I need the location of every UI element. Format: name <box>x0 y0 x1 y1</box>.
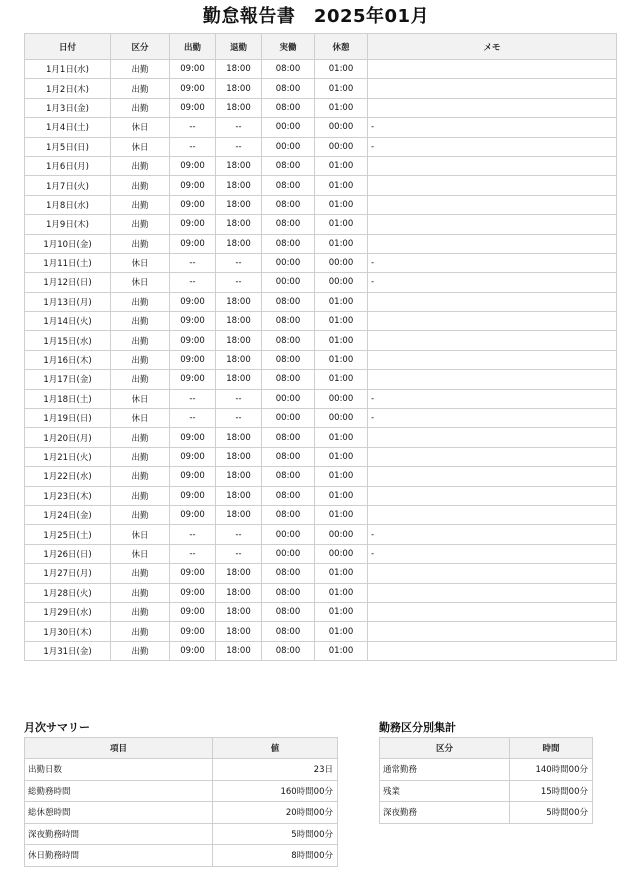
type-cell: 休日 <box>111 409 170 428</box>
date-cell: 1月20日(月) <box>25 428 111 447</box>
break-cell: 01:00 <box>315 234 368 253</box>
date-cell: 1月22日(水) <box>25 467 111 486</box>
monthly-summary-title: 月次サマリー <box>24 721 90 734</box>
clock-out-cell: -- <box>216 389 262 408</box>
clock-out-cell: -- <box>216 544 262 563</box>
category-row <box>380 759 593 781</box>
work-hours-cell: 08:00 <box>262 622 315 641</box>
memo-cell: - <box>368 409 617 428</box>
type-cell: 出勤 <box>111 215 170 234</box>
attendance-row <box>25 253 617 272</box>
break-cell: 00:00 <box>315 525 368 544</box>
date-cell: 1月29日(水) <box>25 602 111 621</box>
clock-out-cell: 18:00 <box>216 447 262 466</box>
attendance-row <box>25 544 617 563</box>
work-hours-cell: 08:00 <box>262 234 315 253</box>
date-cell: 1月9日(木) <box>25 215 111 234</box>
date-cell: 1月17日(金) <box>25 370 111 389</box>
clock-in-cell: 09:00 <box>170 60 216 79</box>
break-cell: 00:00 <box>315 118 368 137</box>
work-hours-cell: 08:00 <box>262 641 315 660</box>
clock-out-cell: 18:00 <box>216 98 262 117</box>
attendance-row <box>25 156 617 175</box>
date-cell: 1月11日(土) <box>25 253 111 272</box>
memo-cell <box>368 486 617 505</box>
category-type-cell: 残業 <box>380 780 510 802</box>
date-cell: 1月8日(水) <box>25 195 111 214</box>
date-cell: 1月7日(火) <box>25 176 111 195</box>
type-cell: 休日 <box>111 544 170 563</box>
clock-in-cell: 09:00 <box>170 622 216 641</box>
summary-item-cell: 総休憩時間 <box>25 802 213 824</box>
date-cell: 1月14日(火) <box>25 312 111 331</box>
type-cell: 出勤 <box>111 486 170 505</box>
clock-out-cell: 18:00 <box>216 215 262 234</box>
work-hours-cell: 00:00 <box>262 409 315 428</box>
attendance-row <box>25 505 617 524</box>
clock-in-cell: 09:00 <box>170 428 216 447</box>
clock-in-cell: -- <box>170 253 216 272</box>
clock-in-cell: 09:00 <box>170 505 216 524</box>
clock-in-cell: 09:00 <box>170 79 216 98</box>
summary-row <box>25 823 338 845</box>
attendance-row <box>25 137 617 156</box>
attendance-row <box>25 409 617 428</box>
type-cell: 出勤 <box>111 583 170 602</box>
summary-item-cell: 総勤務時間 <box>25 780 213 802</box>
memo-cell <box>368 350 617 369</box>
type-cell: 出勤 <box>111 176 170 195</box>
break-cell: 01:00 <box>315 467 368 486</box>
date-cell: 1月5日(日) <box>25 137 111 156</box>
break-cell: 01:00 <box>315 505 368 524</box>
break-cell: 01:00 <box>315 292 368 311</box>
attendance-row <box>25 564 617 583</box>
date-cell: 1月18日(土) <box>25 389 111 408</box>
date-cell: 1月13日(月) <box>25 292 111 311</box>
attendance-row <box>25 583 617 602</box>
attendance-row <box>25 370 617 389</box>
work-hours-cell: 08:00 <box>262 60 315 79</box>
type-cell: 出勤 <box>111 195 170 214</box>
clock-in-cell: 09:00 <box>170 292 216 311</box>
break-cell: 01:00 <box>315 583 368 602</box>
clock-out-cell: -- <box>216 118 262 137</box>
break-cell: 01:00 <box>315 312 368 331</box>
break-cell: 00:00 <box>315 544 368 563</box>
break-cell: 01:00 <box>315 156 368 175</box>
clock-in-cell: 09:00 <box>170 602 216 621</box>
work-hours-cell: 00:00 <box>262 544 315 563</box>
clock-out-cell: 18:00 <box>216 505 262 524</box>
clock-out-cell: 18:00 <box>216 622 262 641</box>
memo-cell <box>368 428 617 447</box>
attendance-row <box>25 176 617 195</box>
work-hours-cell: 08:00 <box>262 428 315 447</box>
clock-out-cell: 18:00 <box>216 428 262 447</box>
type-cell: 出勤 <box>111 331 170 350</box>
memo-cell: - <box>368 525 617 544</box>
memo-cell <box>368 641 617 660</box>
work-hours-cell: 00:00 <box>262 118 315 137</box>
category-row <box>380 802 593 824</box>
type-cell: 出勤 <box>111 505 170 524</box>
clock-out-cell: 18:00 <box>216 195 262 214</box>
attendance-row <box>25 467 617 486</box>
category-header-row <box>380 738 593 759</box>
type-cell: 出勤 <box>111 312 170 331</box>
memo-cell <box>368 60 617 79</box>
type-cell: 出勤 <box>111 564 170 583</box>
work-hours-cell: 00:00 <box>262 525 315 544</box>
header-work-hours: 実働 <box>262 34 315 60</box>
report-title: 勤怠報告書 2025年01月 <box>202 6 430 27</box>
clock-out-cell: 18:00 <box>216 641 262 660</box>
memo-cell <box>368 195 617 214</box>
date-cell: 1月30日(木) <box>25 622 111 641</box>
work-hours-cell: 08:00 <box>262 98 315 117</box>
break-cell: 01:00 <box>315 176 368 195</box>
header-clock-in: 出勤 <box>170 34 216 60</box>
type-cell: 出勤 <box>111 641 170 660</box>
memo-cell: - <box>368 273 617 292</box>
attendance-row <box>25 525 617 544</box>
clock-out-cell: 18:00 <box>216 467 262 486</box>
clock-out-cell: 18:00 <box>216 234 262 253</box>
summary-row <box>25 845 338 867</box>
memo-cell <box>368 292 617 311</box>
date-cell: 1月21日(火) <box>25 447 111 466</box>
attendance-row <box>25 215 617 234</box>
attendance-row <box>25 98 617 117</box>
clock-out-cell: 18:00 <box>216 350 262 369</box>
category-type-cell: 深夜勤務 <box>380 802 510 824</box>
clock-in-cell: 09:00 <box>170 176 216 195</box>
clock-in-cell: 09:00 <box>170 195 216 214</box>
break-cell: 00:00 <box>315 253 368 272</box>
type-cell: 出勤 <box>111 60 170 79</box>
summary-value-cell: 5時間00分 <box>213 823 338 845</box>
break-cell: 01:00 <box>315 447 368 466</box>
clock-out-cell: 18:00 <box>216 312 262 331</box>
date-cell: 1月2日(木) <box>25 79 111 98</box>
work-hours-cell: 00:00 <box>262 253 315 272</box>
attendance-row <box>25 331 617 350</box>
break-cell: 00:00 <box>315 409 368 428</box>
clock-in-cell: 09:00 <box>170 447 216 466</box>
memo-cell <box>368 331 617 350</box>
memo-cell <box>368 79 617 98</box>
clock-out-cell: -- <box>216 253 262 272</box>
type-cell: 出勤 <box>111 234 170 253</box>
clock-out-cell: 18:00 <box>216 79 262 98</box>
type-cell: 出勤 <box>111 622 170 641</box>
summary-item-cell: 出勤日数 <box>25 759 213 781</box>
memo-cell <box>368 370 617 389</box>
category-summary-title: 勤務区分別集計 <box>379 721 456 734</box>
date-cell: 1月27日(月) <box>25 564 111 583</box>
date-cell: 1月31日(金) <box>25 641 111 660</box>
category-header-type: 区分 <box>380 738 510 759</box>
clock-in-cell: -- <box>170 118 216 137</box>
type-cell: 休日 <box>111 525 170 544</box>
type-cell: 出勤 <box>111 447 170 466</box>
attendance-row <box>25 118 617 137</box>
category-time-cell: 140時間00分 <box>510 759 593 781</box>
attendance-row <box>25 389 617 408</box>
clock-out-cell: 18:00 <box>216 370 262 389</box>
memo-cell <box>368 505 617 524</box>
summary-header-item: 項目 <box>25 738 213 759</box>
date-cell: 1月1日(水) <box>25 60 111 79</box>
break-cell: 01:00 <box>315 602 368 621</box>
attendance-row <box>25 602 617 621</box>
type-cell: 休日 <box>111 389 170 408</box>
work-hours-cell: 08:00 <box>262 602 315 621</box>
date-cell: 1月4日(土) <box>25 118 111 137</box>
work-hours-cell: 08:00 <box>262 176 315 195</box>
monthly-summary-table <box>24 737 338 867</box>
work-hours-cell: 00:00 <box>262 273 315 292</box>
summary-header-row <box>25 738 338 759</box>
summary-item-cell: 深夜勤務時間 <box>25 823 213 845</box>
summary-value-cell: 23日 <box>213 759 338 781</box>
attendance-row <box>25 79 617 98</box>
clock-in-cell: 09:00 <box>170 641 216 660</box>
summary-item-cell: 休日勤務時間 <box>25 845 213 867</box>
header-memo: メモ <box>368 34 617 60</box>
category-header-time: 時間 <box>510 738 593 759</box>
clock-out-cell: -- <box>216 525 262 544</box>
clock-in-cell: -- <box>170 389 216 408</box>
type-cell: 休日 <box>111 253 170 272</box>
break-cell: 01:00 <box>315 641 368 660</box>
date-cell: 1月6日(月) <box>25 156 111 175</box>
date-cell: 1月28日(火) <box>25 583 111 602</box>
category-summary-table <box>379 737 593 824</box>
summary-value-cell: 8時間00分 <box>213 845 338 867</box>
header-type: 区分 <box>111 34 170 60</box>
memo-cell: - <box>368 253 617 272</box>
memo-cell <box>368 447 617 466</box>
memo-cell <box>368 622 617 641</box>
memo-cell <box>368 176 617 195</box>
clock-out-cell: 18:00 <box>216 331 262 350</box>
work-hours-cell: 08:00 <box>262 79 315 98</box>
clock-out-cell: 18:00 <box>216 564 262 583</box>
type-cell: 休日 <box>111 118 170 137</box>
work-hours-cell: 08:00 <box>262 505 315 524</box>
work-hours-cell: 08:00 <box>262 447 315 466</box>
type-cell: 出勤 <box>111 98 170 117</box>
type-cell: 出勤 <box>111 370 170 389</box>
work-hours-cell: 08:00 <box>262 370 315 389</box>
clock-in-cell: 09:00 <box>170 564 216 583</box>
break-cell: 01:00 <box>315 622 368 641</box>
break-cell: 01:00 <box>315 331 368 350</box>
type-cell: 出勤 <box>111 292 170 311</box>
work-hours-cell: 08:00 <box>262 564 315 583</box>
work-hours-cell: 00:00 <box>262 389 315 408</box>
attendance-row <box>25 312 617 331</box>
date-cell: 1月19日(日) <box>25 409 111 428</box>
work-hours-cell: 00:00 <box>262 137 315 156</box>
memo-cell <box>368 234 617 253</box>
clock-out-cell: 18:00 <box>216 292 262 311</box>
clock-in-cell: 09:00 <box>170 98 216 117</box>
type-cell: 出勤 <box>111 467 170 486</box>
attendance-row <box>25 486 617 505</box>
type-cell: 出勤 <box>111 156 170 175</box>
clock-in-cell: 09:00 <box>170 215 216 234</box>
date-cell: 1月16日(木) <box>25 350 111 369</box>
attendance-row <box>25 195 617 214</box>
attendance-row <box>25 273 617 292</box>
category-time-cell: 15時間00分 <box>510 780 593 802</box>
date-cell: 1月26日(日) <box>25 544 111 563</box>
break-cell: 01:00 <box>315 350 368 369</box>
header-date: 日付 <box>25 34 111 60</box>
clock-in-cell: 09:00 <box>170 583 216 602</box>
type-cell: 出勤 <box>111 79 170 98</box>
clock-in-cell: 09:00 <box>170 486 216 505</box>
work-hours-cell: 08:00 <box>262 312 315 331</box>
summary-row <box>25 759 338 781</box>
attendance-row <box>25 60 617 79</box>
memo-cell: - <box>368 389 617 408</box>
summary-value-cell: 160時間00分 <box>213 780 338 802</box>
break-cell: 00:00 <box>315 389 368 408</box>
break-cell: 01:00 <box>315 195 368 214</box>
clock-in-cell: -- <box>170 544 216 563</box>
attendance-row <box>25 622 617 641</box>
type-cell: 出勤 <box>111 602 170 621</box>
memo-cell <box>368 156 617 175</box>
type-cell: 休日 <box>111 273 170 292</box>
summary-row <box>25 780 338 802</box>
category-time-cell: 5時間00分 <box>510 802 593 824</box>
clock-out-cell: -- <box>216 273 262 292</box>
break-cell: 01:00 <box>315 370 368 389</box>
attendance-row <box>25 428 617 447</box>
work-hours-cell: 08:00 <box>262 156 315 175</box>
attendance-row <box>25 292 617 311</box>
summary-row <box>25 802 338 824</box>
memo-cell <box>368 312 617 331</box>
work-hours-cell: 08:00 <box>262 292 315 311</box>
clock-in-cell: -- <box>170 525 216 544</box>
break-cell: 01:00 <box>315 564 368 583</box>
summary-header-value: 値 <box>213 738 338 759</box>
attendance-table <box>24 33 617 661</box>
attendance-row <box>25 447 617 466</box>
break-cell: 00:00 <box>315 137 368 156</box>
type-cell: 休日 <box>111 137 170 156</box>
work-hours-cell: 08:00 <box>262 583 315 602</box>
work-hours-cell: 08:00 <box>262 467 315 486</box>
type-cell: 出勤 <box>111 350 170 369</box>
clock-out-cell: 18:00 <box>216 176 262 195</box>
clock-out-cell: 18:00 <box>216 602 262 621</box>
memo-cell: - <box>368 544 617 563</box>
work-hours-cell: 08:00 <box>262 486 315 505</box>
break-cell: 01:00 <box>315 98 368 117</box>
memo-cell: - <box>368 118 617 137</box>
clock-out-cell: -- <box>216 409 262 428</box>
clock-in-cell: -- <box>170 137 216 156</box>
clock-in-cell: 09:00 <box>170 234 216 253</box>
work-hours-cell: 08:00 <box>262 195 315 214</box>
memo-cell <box>368 215 617 234</box>
date-cell: 1月25日(土) <box>25 525 111 544</box>
attendance-row <box>25 234 617 253</box>
clock-out-cell: 18:00 <box>216 486 262 505</box>
attendance-row <box>25 641 617 660</box>
clock-in-cell: 09:00 <box>170 350 216 369</box>
memo-cell <box>368 467 617 486</box>
date-cell: 1月15日(水) <box>25 331 111 350</box>
memo-cell: - <box>368 137 617 156</box>
clock-out-cell: -- <box>216 137 262 156</box>
clock-in-cell: 09:00 <box>170 331 216 350</box>
memo-cell <box>368 564 617 583</box>
clock-in-cell: -- <box>170 409 216 428</box>
attendance-row <box>25 350 617 369</box>
memo-cell <box>368 98 617 117</box>
category-type-cell: 通常勤務 <box>380 759 510 781</box>
header-clock-out: 退勤 <box>216 34 262 60</box>
break-cell: 01:00 <box>315 60 368 79</box>
clock-in-cell: -- <box>170 273 216 292</box>
clock-in-cell: 09:00 <box>170 312 216 331</box>
break-cell: 01:00 <box>315 428 368 447</box>
memo-cell <box>368 583 617 602</box>
date-cell: 1月10日(金) <box>25 234 111 253</box>
date-cell: 1月23日(木) <box>25 486 111 505</box>
break-cell: 01:00 <box>315 486 368 505</box>
category-row <box>380 780 593 802</box>
work-hours-cell: 08:00 <box>262 215 315 234</box>
header-break: 休憩 <box>315 34 368 60</box>
date-cell: 1月12日(日) <box>25 273 111 292</box>
attendance-header-row <box>25 34 617 60</box>
date-cell: 1月24日(金) <box>25 505 111 524</box>
clock-in-cell: 09:00 <box>170 156 216 175</box>
break-cell: 00:00 <box>315 273 368 292</box>
work-hours-cell: 08:00 <box>262 331 315 350</box>
type-cell: 出勤 <box>111 428 170 447</box>
work-hours-cell: 08:00 <box>262 350 315 369</box>
memo-cell <box>368 602 617 621</box>
clock-in-cell: 09:00 <box>170 467 216 486</box>
clock-in-cell: 09:00 <box>170 370 216 389</box>
date-cell: 1月3日(金) <box>25 98 111 117</box>
break-cell: 01:00 <box>315 79 368 98</box>
clock-out-cell: 18:00 <box>216 583 262 602</box>
break-cell: 01:00 <box>315 215 368 234</box>
clock-out-cell: 18:00 <box>216 60 262 79</box>
summary-value-cell: 20時間00分 <box>213 802 338 824</box>
clock-out-cell: 18:00 <box>216 156 262 175</box>
